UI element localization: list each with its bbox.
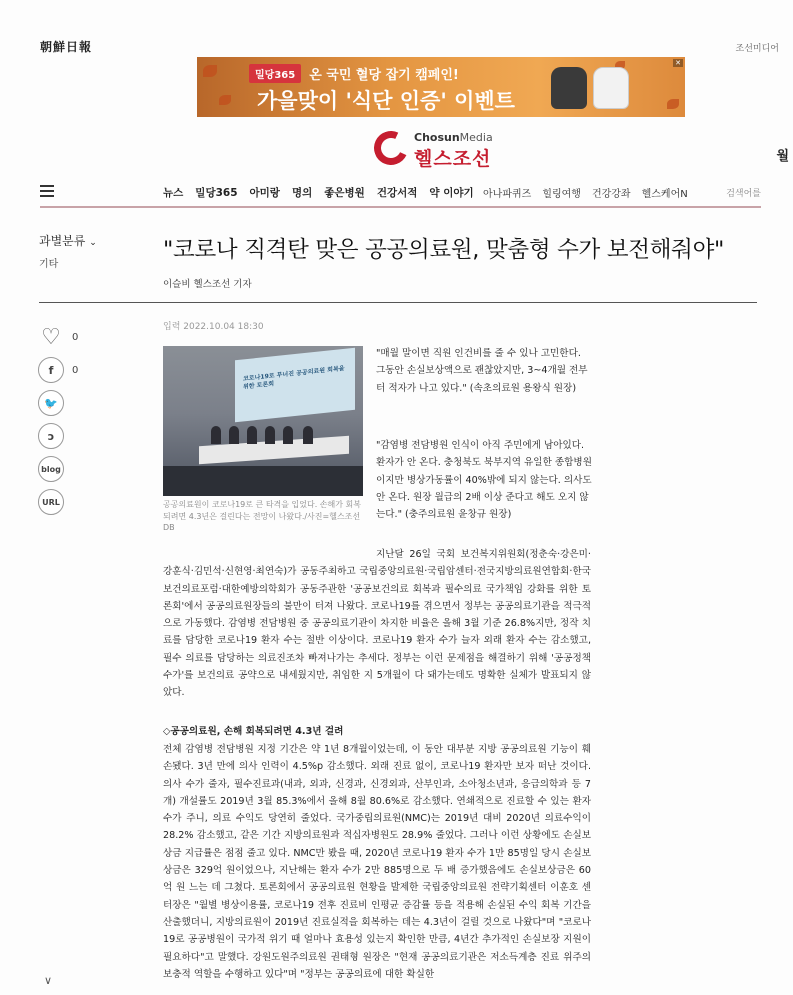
leaf-decoration	[667, 99, 679, 109]
nav-sub-item-healthcare-n[interactable]: 헬스케어N	[641, 189, 688, 200]
blog-icon[interactable]: blog	[38, 456, 64, 482]
article-byline[interactable]: 이슬비 헬스조선 기자	[163, 279, 252, 290]
photo-screen-text: 코로나19로 무너진 공공의료원 회복을 위한 토론회	[243, 365, 345, 391]
search-input[interactable]: 검색어를	[726, 189, 761, 199]
photo-floor	[163, 466, 363, 496]
logo-name: 헬스조선	[414, 148, 492, 170]
headline-divider	[39, 302, 757, 303]
nav-sub-item-health-lecture[interactable]: 건강강좌	[591, 189, 631, 200]
logo-chosun-media: ChosunMedia	[414, 131, 493, 144]
nav-item-myeongui[interactable]: 명의	[291, 187, 313, 199]
health-chosun-logo[interactable]	[374, 127, 524, 171]
banner-tag: 밀당365	[249, 64, 301, 83]
logo-mark-icon	[369, 126, 413, 170]
leaf-decoration	[203, 65, 217, 77]
article-photo[interactable]	[163, 346, 363, 496]
article-quote: "감염병 전담병원 인식이 아직 주민에게 남아있다. 환자가 안 온다. 충청북도 북부지역 유일한 종합병원이지만 병상가동률이 40%밖에 되지 않는다. 의사도 안 온다. 원장 월급의 2배 이상 준다고 해도 오지 않는다." (충주의료원 윤창규 원장)	[376, 440, 592, 521]
nav-sub-item-quiz[interactable]: 아나파퀴즈	[483, 189, 532, 200]
nav-item-news[interactable]: 뉴스	[163, 187, 184, 199]
ad-close-icon[interactable]: ✕	[675, 59, 681, 67]
photo-person	[303, 426, 313, 444]
share-bar	[38, 324, 78, 522]
category-dropdown[interactable]	[39, 232, 97, 249]
nav-item-health-books[interactable]: 건강서적	[376, 187, 418, 199]
article-subheading: ◇공공의료원, 손해 회복되려면 4.3년 걸려	[163, 726, 344, 737]
url-copy-icon[interactable]: URL	[38, 489, 64, 515]
category-label: 과별분류	[39, 234, 86, 248]
menu-icon[interactable]	[40, 185, 54, 197]
chevron-down-icon[interactable]: ∨	[44, 974, 53, 987]
facebook-count: 0	[72, 364, 79, 376]
rice-cooker-image	[551, 67, 587, 109]
like-count: 0	[72, 331, 79, 343]
rice-cooker-image	[593, 67, 629, 109]
article-date: 입력 2022.10.04 18:30	[163, 322, 264, 332]
chosun-ilbo-logo[interactable]: 朝鮮日報	[40, 40, 93, 54]
subcategory-label: 기타	[39, 259, 59, 270]
article-paragraph: 전체 감염병 전담병원 지정 기간은 약 1년 8개월이었는데, 이 동안 대부분 지방 공공의료원 기능이 훼손됐다. 3년 만에 의사 인력이 4.5%p 감소했다. 외래 진료 없이, 코로나19 환자만 보자 떠난 것이다. 의사 수가 줄자, 필수진료과(내과, 외과, 신경과, 신경외과, 산부인과, 소아청소년과, 응급의학과 등 7개) 개설률도 2019년 3월 85.3%에서 올해 8월 80.6%로 감소했다. 연쇄적으로 진료할 수 있는 환자 수가 주니, 의료 수익도 당연히 줄었다. 국가중립의료원(NMC)는 2019년 대비 2020년 의료수익이 28.2% 감소했고, 같은 기간 지방의료원과 적십자병원도 28.9% 줄었다. 그러나 이런 상황에도 손실보상금 지급률은 점점 줄고 있다. NMC만 봤을 때, 2020년 코로나19 환자 수가 1만 85명일 당시 손실보상금은 329억 원이었으나, 지난해는 환자 수가 2만 885명으로 두 배 증가했음에도 손실보상금은 60억 원 느는 데 그쳤다. 토론회에서 공공의료원 현황을 발제한 국립중앙의료원 전략기획센터 이훈호 센터장은 "월별 병상이용률, 코로나19 전후 진료비 인평균 증감률 등을 적용해 손실된 수익 회복 기간을 산출했더니, 지방의료원이 2019년 진료실적을 회복하는 데는 4.3년이 걸릴 것으로 나왔다"며 "코로나19로 공공병원이 국가적 위기 때 얼마나 효용성 있는지 확인한 만큼, 4년간 추가적인 손실보장 지원이 필요하다"고 말했다. 강원도원주의료원 권태형 원장은 "현재 공공의료기관은 저소득계층 진료 위주의 보충적 역할을 수행하고 있다"며 "정부는 공공의료에 대한 확실한	[163, 744, 591, 980]
nav-item-mildang365[interactable]: 밀당365	[195, 187, 238, 199]
article-quote: "매월 말이면 직원 인건비를 줄 수 있나 고민한다. 그동안 손실보상액으로 괜찮았지만, 3~4개월 전부터 적자가 나고 있다." (속초의료원 용왕식 원장)	[376, 348, 588, 394]
article-paragraph: 지난달 26일 국회 보건복지위원회(정춘숙·강은미·강훈식·김민석·신현영·최연숙)가 공동주최하고 국립중앙의료원·국립암센터·전국지방의료원연합회·한국보건의료포럼·대한예방의학회가 공동주관한 '공공보건의료 회복과 필수의료 국가책임 강화를 위한 토론회'에서 공공의료원장들의 불만이 터져 나왔다. 코로나19를 겪으면서 정부는 공공의료기관을 적극적으로 가동했다. 감염병 전담병원 중 공공의료기관이 차지한 비율은 올해 3월 기준 26.8%지만, 정작 치료를 담당한 코로나19 환자 수는 절반 이상이다. 코로나19 환자 수가 늘자 외래 환자 수는 감소했고, 필수 의료를 담당하는 의료진조차 빠져나가는 추세다. 정부는 이런 문제점을 해결하기 위해 '공공정책수가'를 보건의료 공약으로 내세웠지만, 취임한 지 5개월이 다 돼가는데도 명확한 실체가 발표되지 않았다.	[163, 549, 591, 699]
nav-sub-item-healing-travel[interactable]: 힐링여행	[542, 189, 581, 200]
heart-icon[interactable]: ♡	[41, 324, 61, 350]
chosun-media-link[interactable]: 조선미디어	[735, 44, 779, 54]
main-nav	[40, 182, 761, 204]
facebook-icon[interactable]: f	[38, 357, 64, 383]
nav-divider	[40, 206, 761, 208]
photo-person	[283, 426, 293, 444]
ad-banner[interactable]	[197, 57, 685, 117]
article-headline: "코로나 직격탄 맞은 공공의료원, 맞춤형 수가 보전해줘야"	[163, 237, 725, 263]
photo-caption: 공공의료원이 코로나19로 큰 타격을 입었다. 손해가 회복되려면 4.3년은 걸린다는 전망이 나왔다./사진=헬스조선 DB	[163, 500, 361, 532]
banner-subtitle: 온 국민 혈당 잡기 캠페인!	[309, 68, 459, 83]
nav-item-good-hospital[interactable]: 좋은병원	[324, 187, 365, 199]
nav-item-amirang[interactable]: 아미랑	[249, 187, 280, 199]
photo-person	[265, 426, 275, 444]
twitter-icon[interactable]: 🐦	[38, 390, 64, 416]
leaf-decoration	[219, 95, 231, 105]
chevron-down-icon: ⌄	[89, 238, 97, 248]
kakao-story-icon[interactable]: ɔ	[38, 423, 64, 449]
photo-person	[247, 426, 257, 444]
photo-person	[229, 426, 239, 444]
banner-headline: 가을맞이 '식단 인증' 이벤트	[257, 89, 515, 113]
nav-item-medicine-story[interactable]: 약 이야기	[429, 187, 474, 199]
photo-person	[211, 426, 221, 444]
util-fragment[interactable]: 월	[776, 149, 789, 164]
